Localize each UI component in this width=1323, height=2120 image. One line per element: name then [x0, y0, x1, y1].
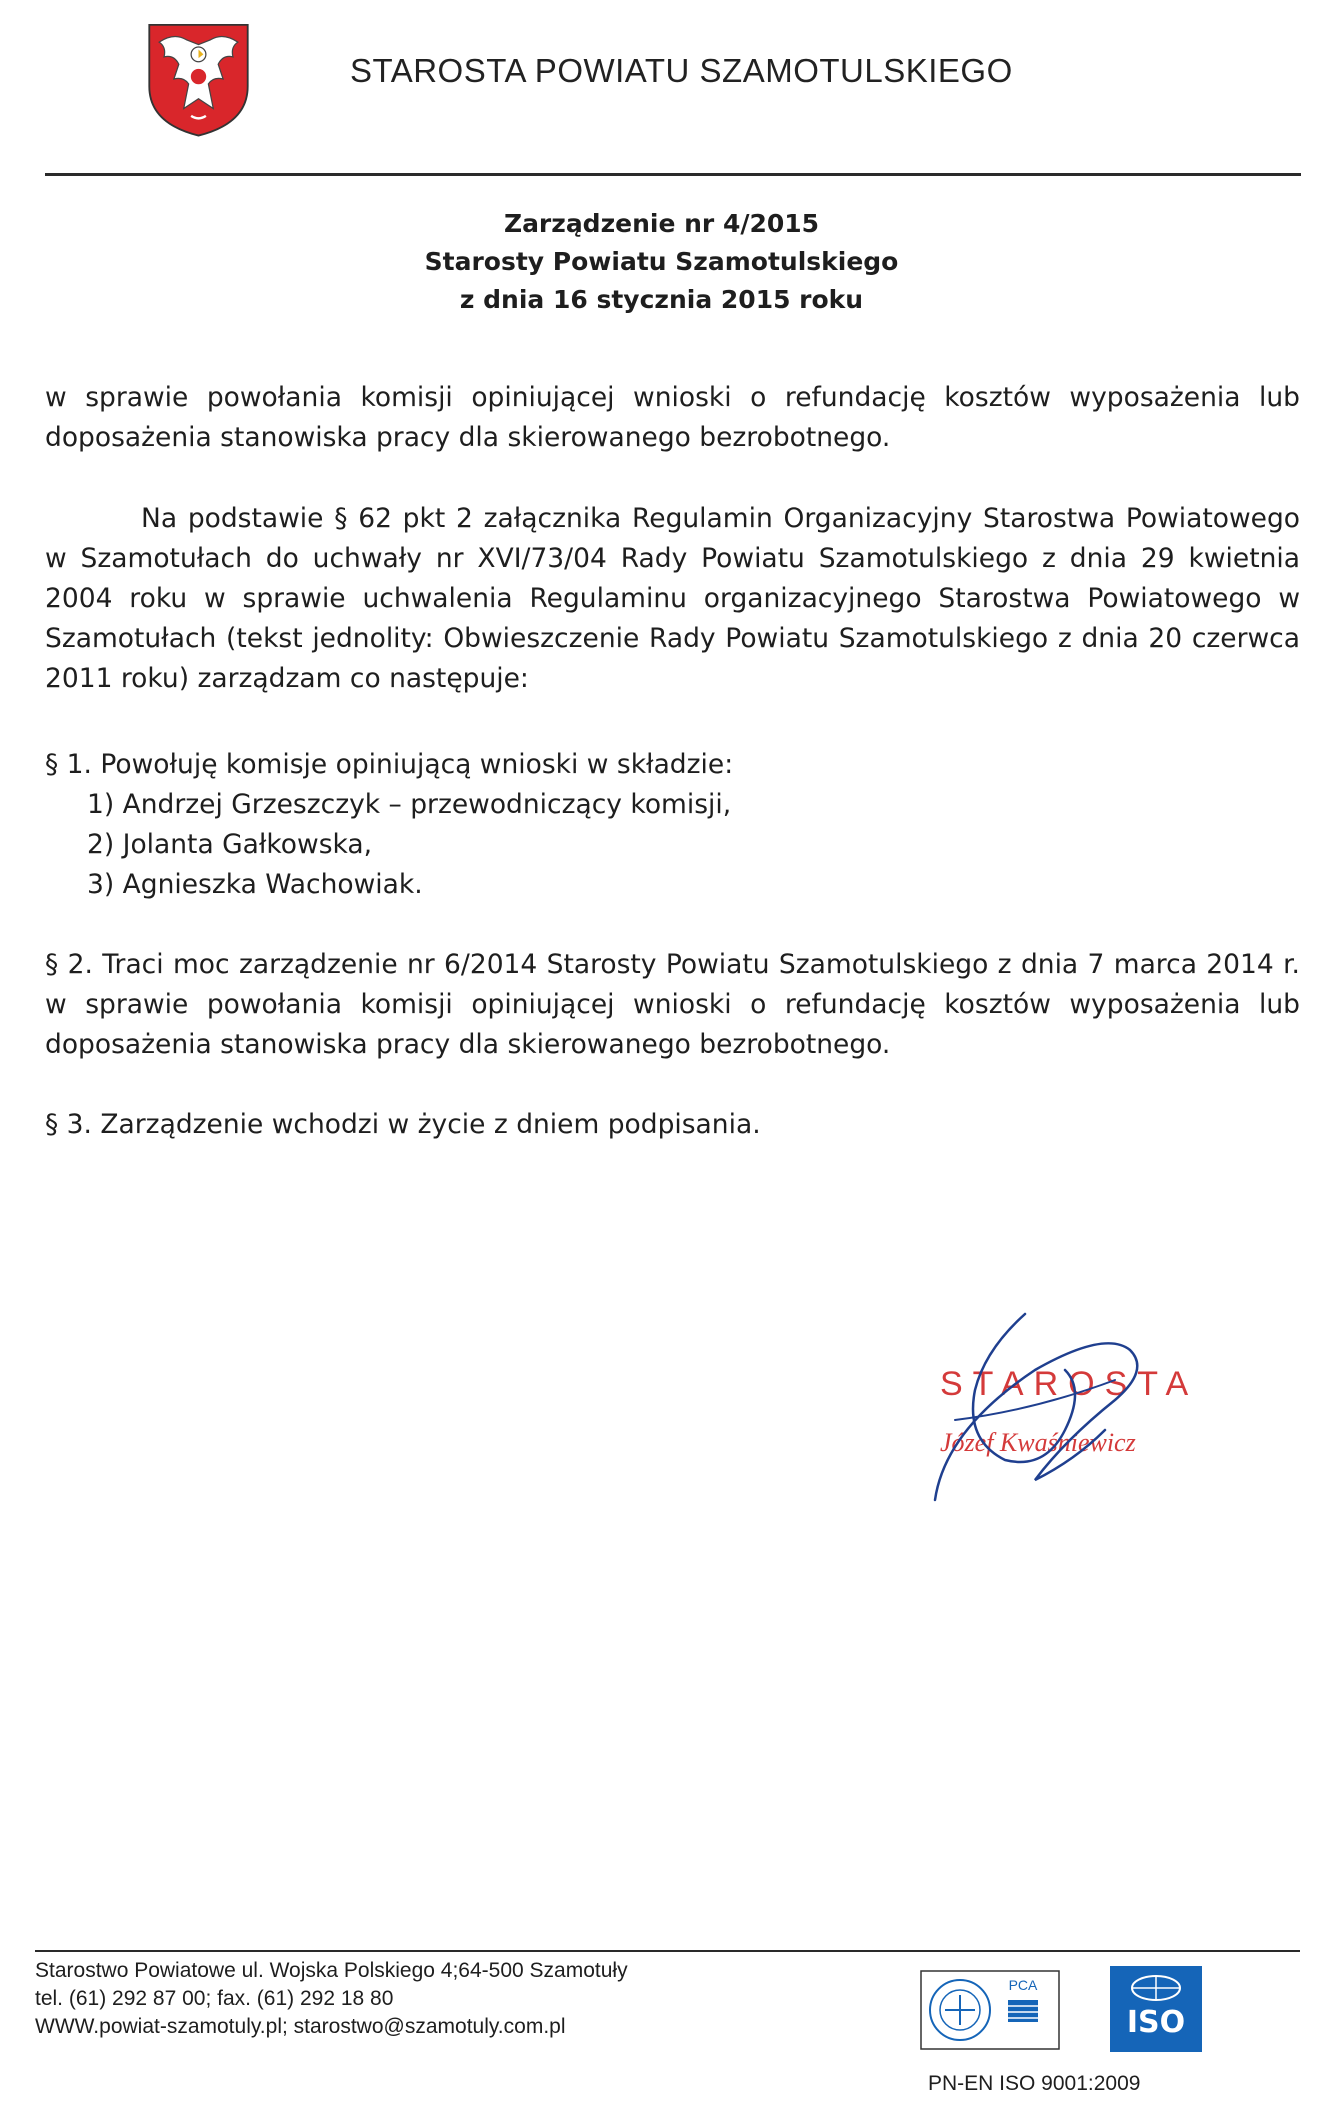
- commission-members-list: [87, 785, 731, 905]
- footer-phone: tel. (61) 292 87 00; fax. (61) 292 18 80: [35, 1987, 394, 2010]
- title-line-issuer: Starosty Powiatu Szamotulskiego: [424, 247, 899, 276]
- section-3: § 3. Zarządzenie wchodzi w życie z dniem podpisania.: [45, 1109, 761, 1140]
- iso-certificate-standard: PN-EN ISO 9001:2009: [928, 2072, 1141, 2095]
- footer-address: Starostwo Powiatowe ul. Wojska Polskiego 4;64-500 Szamotuły: [35, 1959, 628, 1982]
- pca-logo-text: PCA: [1008, 1977, 1038, 1993]
- section-2: § 2. Traci moc zarządzenie nr 6/2014 Starosty Powiatu Szamotulskiego z dnia 7 marca 2014 r. w sprawie powołania komisji opiniującej wnioski o refundację kosztów wyposażenia lub doposażenia stanowiska pracy dla skierowanego bezrobotnego.: [45, 949, 1300, 1060]
- title-line-date: z dnia 16 stycznia 2015 roku: [459, 285, 864, 314]
- stamp-title: STAROSTA: [940, 1365, 1199, 1403]
- iso-logo-text: ISO: [1126, 2005, 1186, 2040]
- footer-web-email: WWW.powiat-szamotuly.pl; starostwo@szamotuly.com.pl: [35, 2015, 566, 2038]
- list-item: 2) Jolanta Gałkowska,: [87, 829, 373, 860]
- section-1-intro: § 1. Powołuję komisje opiniującą wnioski w składzie:: [45, 749, 734, 780]
- footer-contact: [35, 1957, 628, 2041]
- iso-logo-icon: [1110, 1966, 1202, 2052]
- legal-basis: Na podstawie § 62 pkt 2 załącznika Regulamin Organizacyjny Starostwa Powiatowego w Szamotułach do uchwały nr XVI/73/04 Rady Powiatu Szamotulskiego z dnia 29 kwietnia 2004 roku w sprawie uchwalenia Regulaminu organizacyjnego Starostwa Powiatowego w Szamotułach (tekst jednolity: Obwieszczenie Rady Powiatu Szamotulskiego z dnia 20 czerwca 2011 roku) zarządzam co następuje:: [45, 503, 1300, 694]
- organization-title: STAROSTA POWIATU SZAMOTULSKIEGO: [350, 52, 1013, 89]
- document-title: [0, 205, 1323, 319]
- stamp-name: Józef Kwaśniewicz: [940, 1428, 1136, 1457]
- footer-divider: [35, 1950, 1300, 1952]
- list-item: 1) Andrzej Grzeszczyk – przewodniczący komisji,: [87, 789, 732, 820]
- header-divider: [45, 173, 1301, 176]
- handwritten-signature: [915, 1310, 1215, 1510]
- document-subject: w sprawie powołania komisji opiniującej wnioski o refundację kosztów wyposażenia lub doposażenia stanowiska pracy dla skierowanego bezrobotnego.: [45, 382, 1300, 453]
- list-item: 3) Agnieszka Wachowiak.: [87, 869, 423, 900]
- coat-of-arms-eagle-icon: [137, 17, 260, 141]
- title-line-number: Zarządzenie nr 4/2015: [503, 209, 820, 238]
- pca-certification-logo-icon: [920, 1970, 1060, 2050]
